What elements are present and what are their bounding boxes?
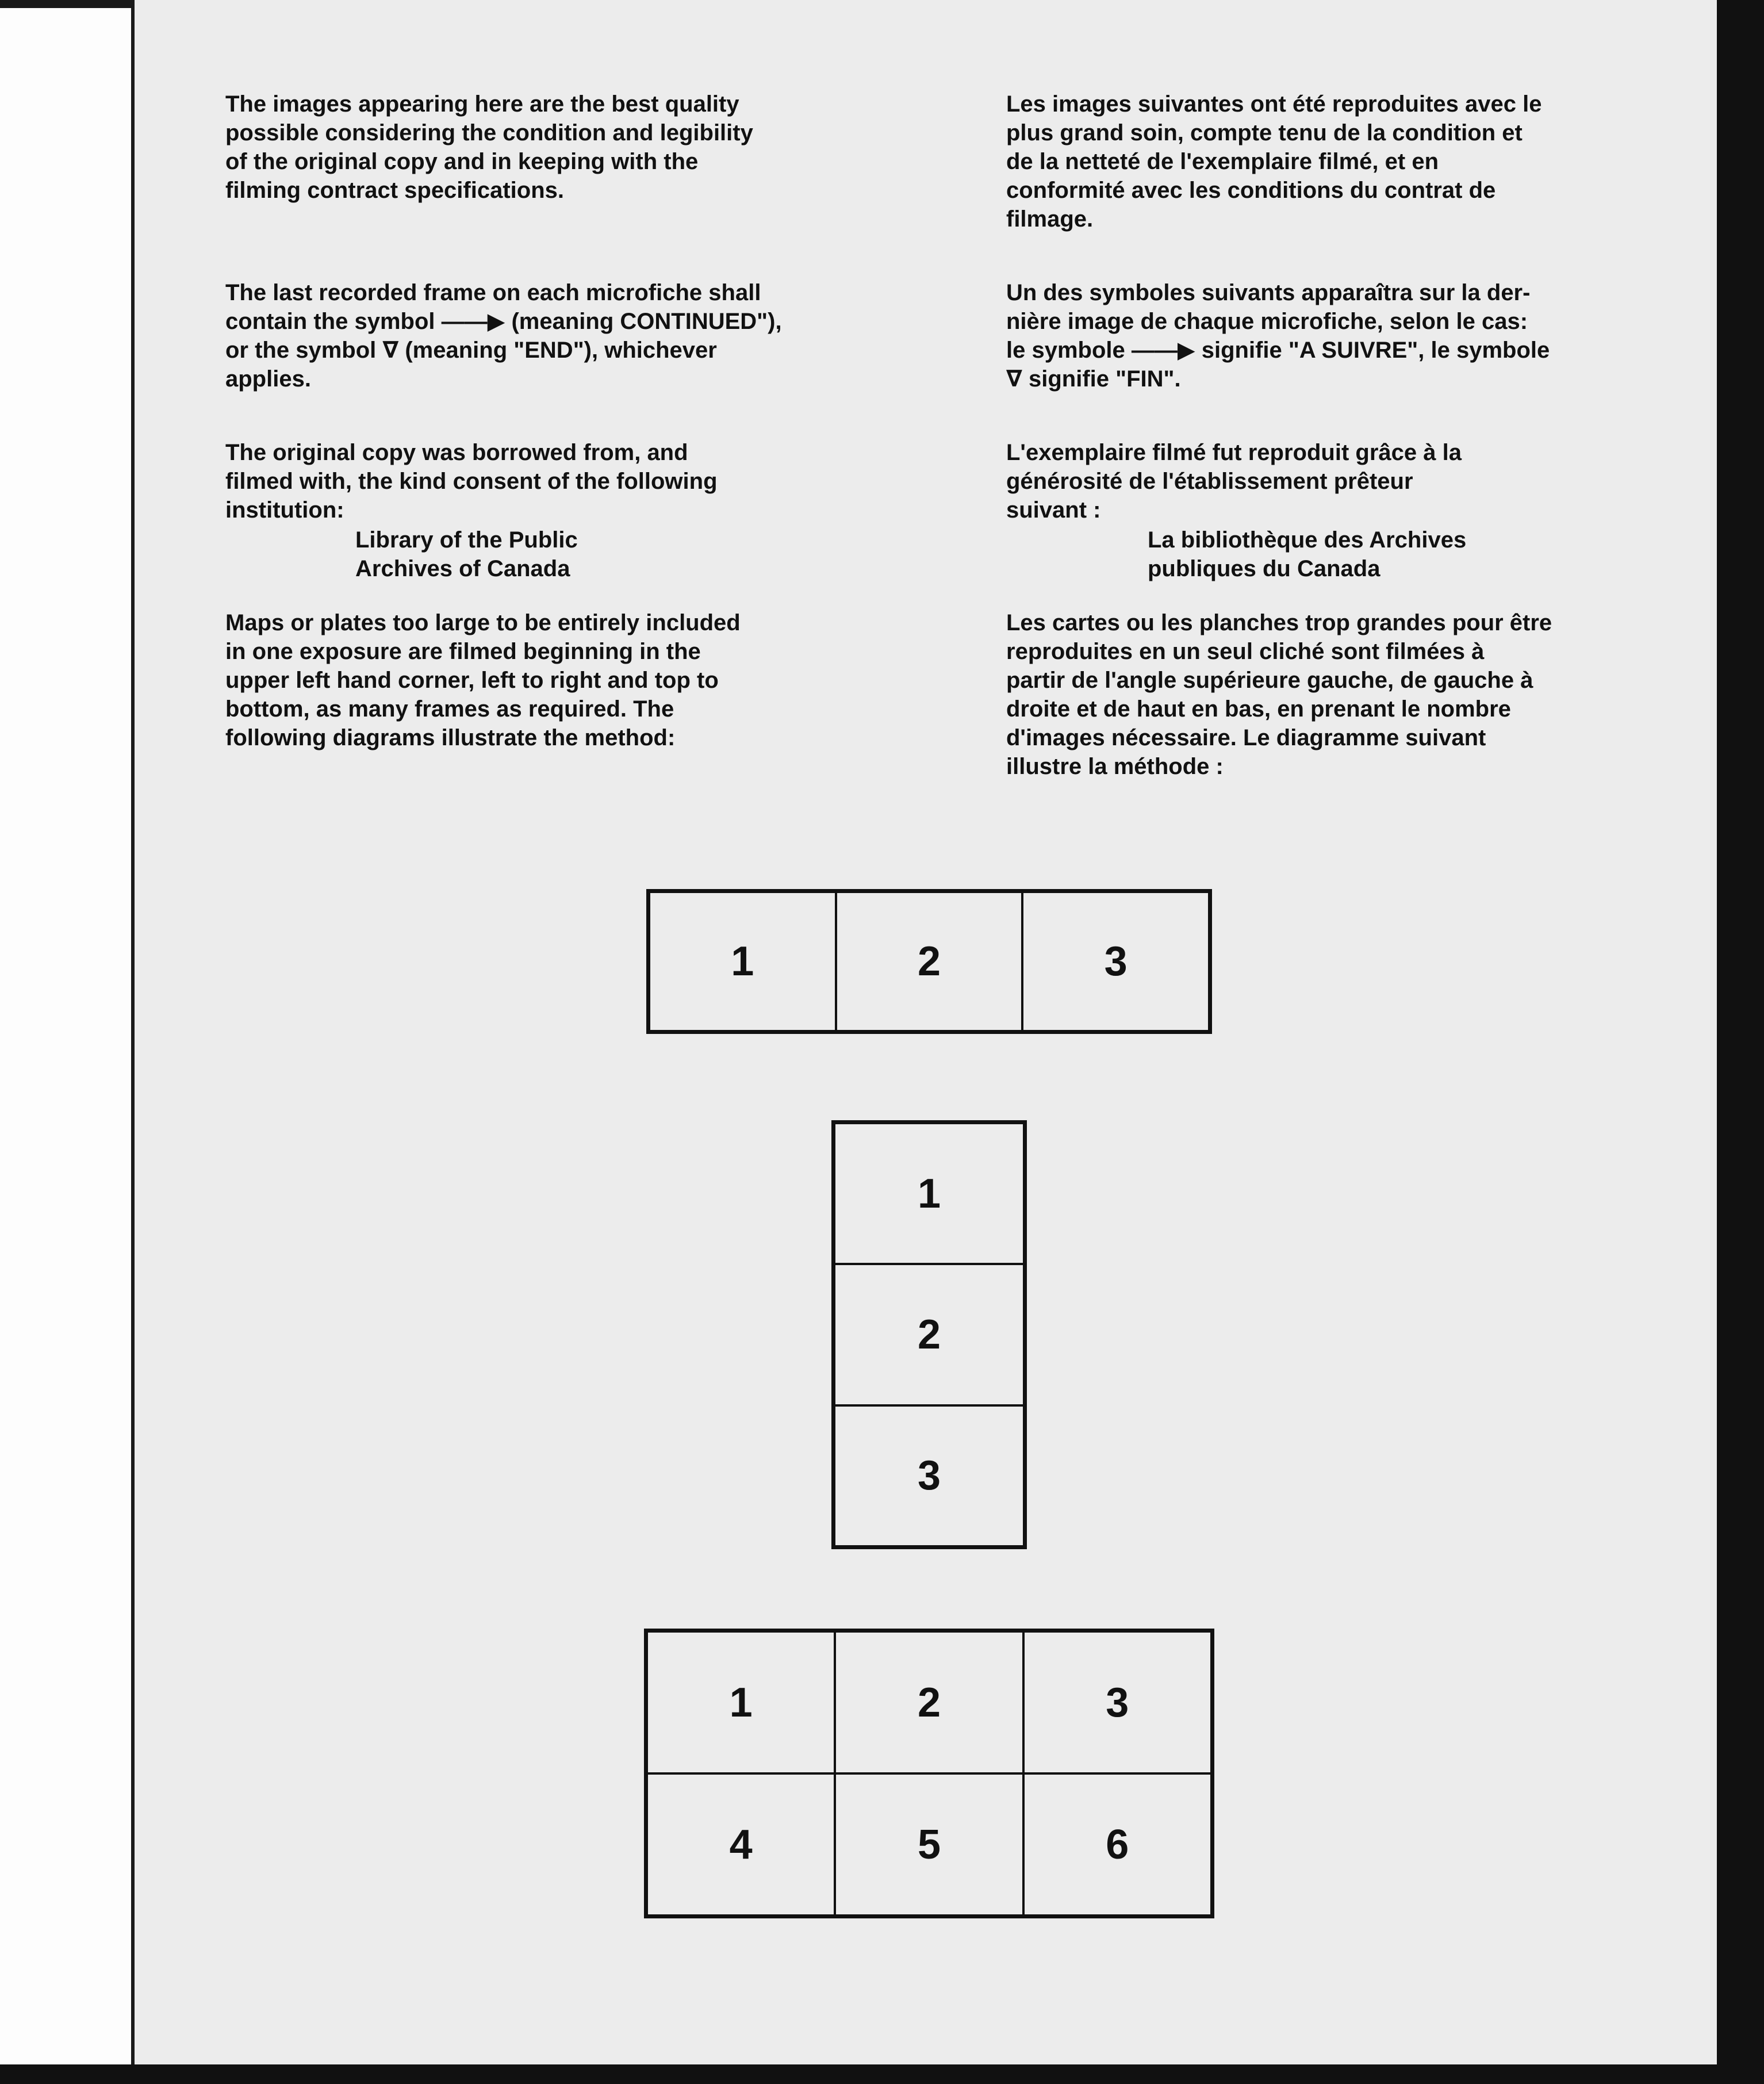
institution-name-fr: La bibliothèque des Archives publiques du Canada: [1148, 527, 1467, 581]
frame-cell: 5: [835, 1773, 1023, 1916]
method-statement-fr: Les cartes ou les planches trop grandes pour être reproduites en un seul cliché sont filmées à partir de l'angle supérieure gauche, de gauche à droite et de haut en bas, en prenant le nombre d'images nécessaire. Le diagramme suivant illustre la méthode :: [1006, 610, 1552, 779]
frame-cell: 1: [649, 892, 836, 1031]
frame-cell: 2: [836, 892, 1023, 1031]
frame-cell: 1: [834, 1123, 1024, 1264]
scan-bottom-border: [0, 2064, 1764, 2084]
symbol-statement-en: The last recorded frame on each microfiche shall contain the symbol ——▶ (meaning CONTINUED"), or the symbol ∇ (meaning "END"), whichever applies.: [225, 280, 782, 392]
scan-top-border: [0, 0, 135, 8]
frame-cell: 3: [1022, 892, 1209, 1031]
diagram-grid: [644, 1629, 1214, 1918]
method-statement-en: Maps or plates too large to be entirely included in one exposure are filmed beginning in the upper left hand corner, left to right and top to bottom, as many frames as required. The following diagrams illustrate the method:: [225, 610, 741, 750]
frame-cell: 6: [1023, 1773, 1211, 1916]
frame-cell: 2: [835, 1631, 1023, 1773]
source-statement-fr: L'exemplaire filmé fut reproduit grâce à la générosité de l'établissement prêteur suivant :: [1006, 440, 1462, 523]
frame-cell: 1: [647, 1631, 835, 1773]
frame-cell: 2: [834, 1264, 1024, 1405]
frame-cell: 3: [1023, 1631, 1211, 1773]
scan-right-border: [1717, 0, 1764, 2084]
quality-statement-fr: Les images suivantes ont été reproduites avec le plus grand soin, compte tenu de la condition et de la netteté de l'exemplaire filmé, et en conformité avec les conditions du contrat de filmage.: [1006, 91, 1542, 232]
diagram-vertical: [831, 1120, 1027, 1549]
scan-left-margin: [0, 0, 135, 2084]
institution-name-en: Library of the Public Archives of Canada: [355, 527, 578, 581]
diagram-horizontal: [646, 889, 1212, 1034]
quality-statement-en: The images appearing here are the best quality possible considering the condition and legibility of the original copy and in keeping with the filming contract specifications.: [225, 91, 753, 203]
frame-cell: 3: [834, 1405, 1024, 1546]
microfiche-target-page: [135, 0, 1717, 2064]
symbol-statement-fr: Un des symboles suivants apparaîtra sur la der- nière image de chaque microfiche, selon le cas: le symbole ——▶ signifie "A SUIVRE", le symbole ∇ signifie "FIN".: [1006, 280, 1550, 392]
source-statement-en: The original copy was borrowed from, and filmed with, the kind consent of the following institution:: [225, 440, 718, 523]
frame-cell: 4: [647, 1773, 835, 1916]
